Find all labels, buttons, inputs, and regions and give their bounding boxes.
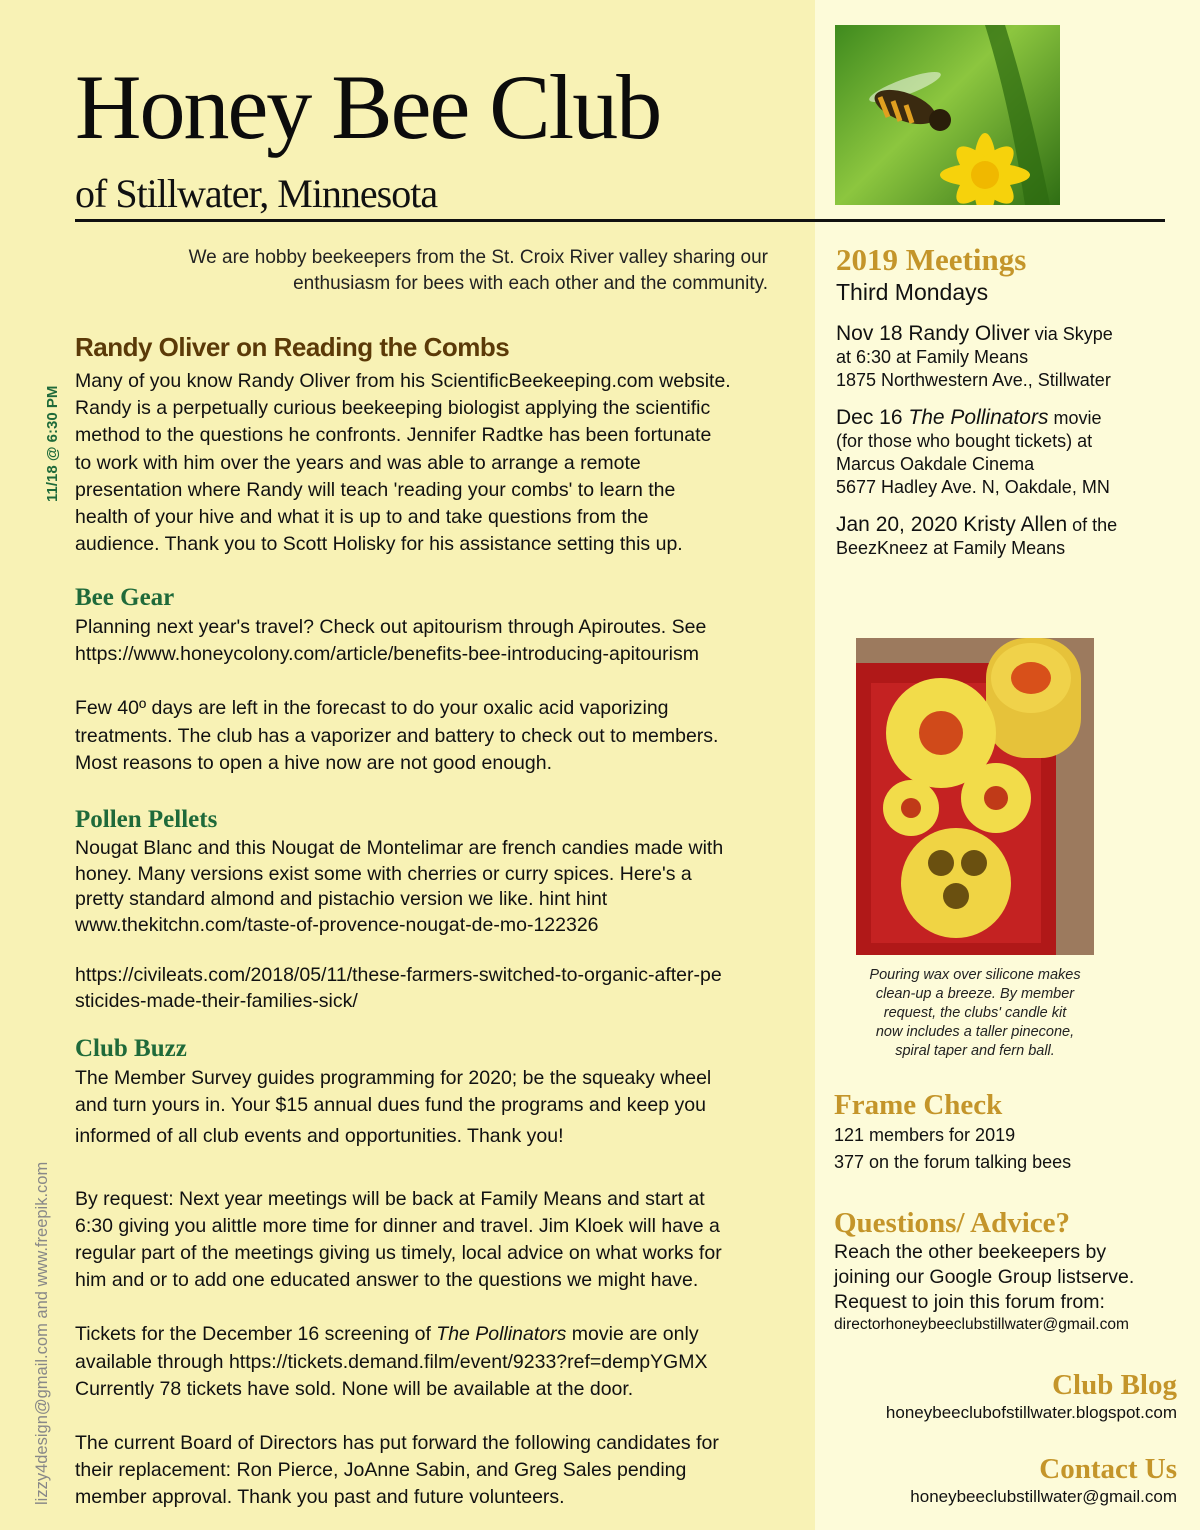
meeting-note: movie <box>1048 408 1102 428</box>
text-line: audience. Thank you to Scott Holisky for his assistance setting this up. <box>75 533 683 556</box>
text-line: Few 40º days are left in the forecast to do your oxalic acid vaporizing <box>75 697 669 720</box>
forum-count: 377 on the forum talking bees <box>834 1152 1072 1172</box>
meetings-heading: 2019 Meetings <box>836 242 1027 277</box>
candle-photo <box>856 638 1094 955</box>
section-heading: Bee Gear <box>75 584 175 611</box>
blog-heading: Club Blog <box>1052 1369 1177 1401</box>
movie-title: The Pollinators <box>908 406 1049 429</box>
credit-vertical: lizzy4design@gmail.com and www.freepik.com <box>33 1161 51 1505</box>
meetings-subheading: Third Mondays <box>836 279 989 305</box>
section-heading: Randy Oliver on Reading the Combs <box>75 332 510 362</box>
page-title: Honey Bee Club <box>75 56 661 158</box>
meeting-note: via Skype <box>1029 324 1113 344</box>
page-subtitle: of Stillwater, Minnesota <box>75 171 438 216</box>
frame-check-section <box>834 1088 1184 1176</box>
contact-heading: Contact Us <box>1039 1453 1177 1485</box>
text-line: Randy is a perpetually curious beekeeping biologist applying the scientific <box>75 397 711 420</box>
contact-email-link[interactable]: honeybeeclubstillwater@gmail.com <box>910 1487 1177 1506</box>
meeting-nov <box>836 322 1186 392</box>
link[interactable]: www.thekitchn.com/taste-of-provence-nougat-de-mo-122326 <box>75 913 599 936</box>
meeting-jan <box>836 513 1186 560</box>
text-line: available through https://tickets.demand.film/event/9233?ref=dempYGMX <box>75 1350 708 1373</box>
meeting-note: of the <box>1067 515 1118 535</box>
header-divider <box>75 219 1165 222</box>
photo-caption <box>845 966 1105 1061</box>
meeting-title: Jan 20, 2020 Kristy Allen <box>836 513 1068 536</box>
director-email-link[interactable]: directorhoneybeeclubstillwater@gmail.com <box>834 1316 1129 1333</box>
text-line: to work with him over the years and was able to arrange a remote <box>75 451 641 474</box>
text-line: regular part of the meetings giving us timely, local advice on what works for <box>75 1242 722 1265</box>
frame-check-heading: Frame Check <box>834 1089 1003 1121</box>
intro-line: We are hobby beekeepers from the St. Croix River valley sharing our <box>188 247 768 268</box>
caption-line: request, the clubs' candle kit <box>883 1005 1067 1021</box>
questions-heading: Questions/ Advice? <box>834 1207 1071 1239</box>
text-line: Planning next year's travel? Check out apitourism through Apiroutes. See <box>75 616 707 638</box>
movie-title: The Pollinators <box>436 1323 567 1346</box>
text-line: and turn yours in. Your $15 annual dues fund the programs and keep you <box>75 1094 706 1117</box>
section-randy <box>75 330 805 558</box>
meeting-title: Nov 18 Randy Oliver <box>836 322 1030 345</box>
section-club-buzz <box>75 1033 805 1512</box>
meeting-line: (for those who bought tickets) at <box>836 431 1093 451</box>
contact-section <box>834 1452 1177 1508</box>
text-line: pretty standard almond and pistachio version we like. hint hint <box>75 888 608 910</box>
text-line: presentation where Randy will teach 'reading your combs' to learn the <box>75 478 676 501</box>
text-line: Most reasons to open a hive now are not good enough. <box>75 751 552 774</box>
section-body <box>75 614 805 777</box>
link[interactable]: https://civileats.com/2018/05/11/these-farmers-switched-to-organic-after-pe <box>75 964 722 986</box>
text-line: member approval. Thank you past and future volunteers. <box>75 1486 565 1509</box>
text-line: 6:30 giving you alittle more time for dinner and travel. Jim Kloek will have a <box>75 1214 720 1237</box>
text-line: their replacement: Ron Pierce, JoAnne Sabin, and Greg Sales pending <box>75 1459 687 1482</box>
caption-line: Pouring wax over silicone makes <box>869 967 1081 983</box>
meeting-line: 5677 Hadley Ave. N, Oakdale, MN <box>836 477 1110 497</box>
section-pollen-pellets <box>75 804 805 1014</box>
section-body <box>75 836 805 1014</box>
member-count: 121 members for 2019 <box>834 1125 1016 1145</box>
text-line: treatments. The club has a vaporizer and battery to check out to members. <box>75 724 719 747</box>
link[interactable]: https://www.honeycolony.com/article/benefits-bee-introducing-apitourism <box>75 643 699 666</box>
section-heading: Club Buzz <box>75 1035 187 1062</box>
text-line <box>75 1321 805 1348</box>
text-line: method to the questions he confronts. Jennifer Radtke has been fortunate <box>75 424 712 447</box>
text-line: The current Board of Directors has put forward the following candidates for <box>75 1432 719 1455</box>
text-span: movie are only <box>566 1323 699 1346</box>
meeting-title: Dec 16 <box>836 406 909 429</box>
meeting-line: BeezKneez at Family Means <box>836 538 1066 558</box>
meetings-section <box>836 242 1186 560</box>
caption-line: now includes a taller pinecone, <box>875 1024 1075 1040</box>
questions-section <box>834 1206 1194 1335</box>
blog-link[interactable]: honeybeeclubofstillwater.blogspot.com <box>885 1403 1177 1422</box>
text-line: Currently 78 tickets have sold. None will be available at the door. <box>75 1377 634 1400</box>
text-line: Request to join this forum from: <box>834 1291 1105 1313</box>
text-line: honey. Many versions exist some with cherries or curry spices. Here's a <box>75 862 692 885</box>
text-line: health of your hive and what it is up to and take questions from the <box>75 506 649 529</box>
section-bee-gear <box>75 582 805 777</box>
text-line: Reach the other beekeepers by <box>834 1241 1107 1263</box>
section-body <box>75 1065 805 1512</box>
text-line: Nougat Blanc and this Nougat de Montelimar are french candies made with <box>75 837 724 859</box>
meeting-line: Marcus Oakdale Cinema <box>836 454 1035 474</box>
text-line: The Member Survey guides programming for 2020; be the squeaky wheel <box>75 1067 712 1089</box>
section-heading: Pollen Pellets <box>75 806 218 833</box>
meeting-line: 1875 Northwestern Ave., Stillwater <box>836 370 1111 390</box>
text-line: informed of all club events and opportunities. Thank you! <box>75 1125 564 1148</box>
text-line: joining our Google Group listserve. <box>834 1266 1135 1288</box>
caption-line: clean-up a breeze. By member <box>875 986 1075 1002</box>
text-line: him and or to add one educated answer to the questions we might have. <box>75 1269 699 1292</box>
meeting-dec <box>836 406 1186 499</box>
text-line: Many of you know Randy Oliver from his ScientificBeekeeping.com website. <box>75 370 731 392</box>
link[interactable]: sticides-made-their-families-sick/ <box>75 989 358 1012</box>
intro-text <box>120 245 768 297</box>
intro-line: enthusiasm for bees with each other and the community. <box>293 273 768 294</box>
bee-photo <box>835 25 1060 205</box>
text-line: By request: Next year meetings will be back at Family Means and start at <box>75 1187 705 1210</box>
meeting-line: at 6:30 at Family Means <box>836 347 1029 367</box>
event-date-vertical: 11/18 @ 6:30 PM <box>44 385 61 502</box>
section-body <box>75 368 805 558</box>
blog-section <box>834 1368 1177 1424</box>
text-span: Tickets for the December 16 screening of <box>75 1323 437 1346</box>
caption-line: spiral taper and fern ball. <box>895 1043 1055 1059</box>
